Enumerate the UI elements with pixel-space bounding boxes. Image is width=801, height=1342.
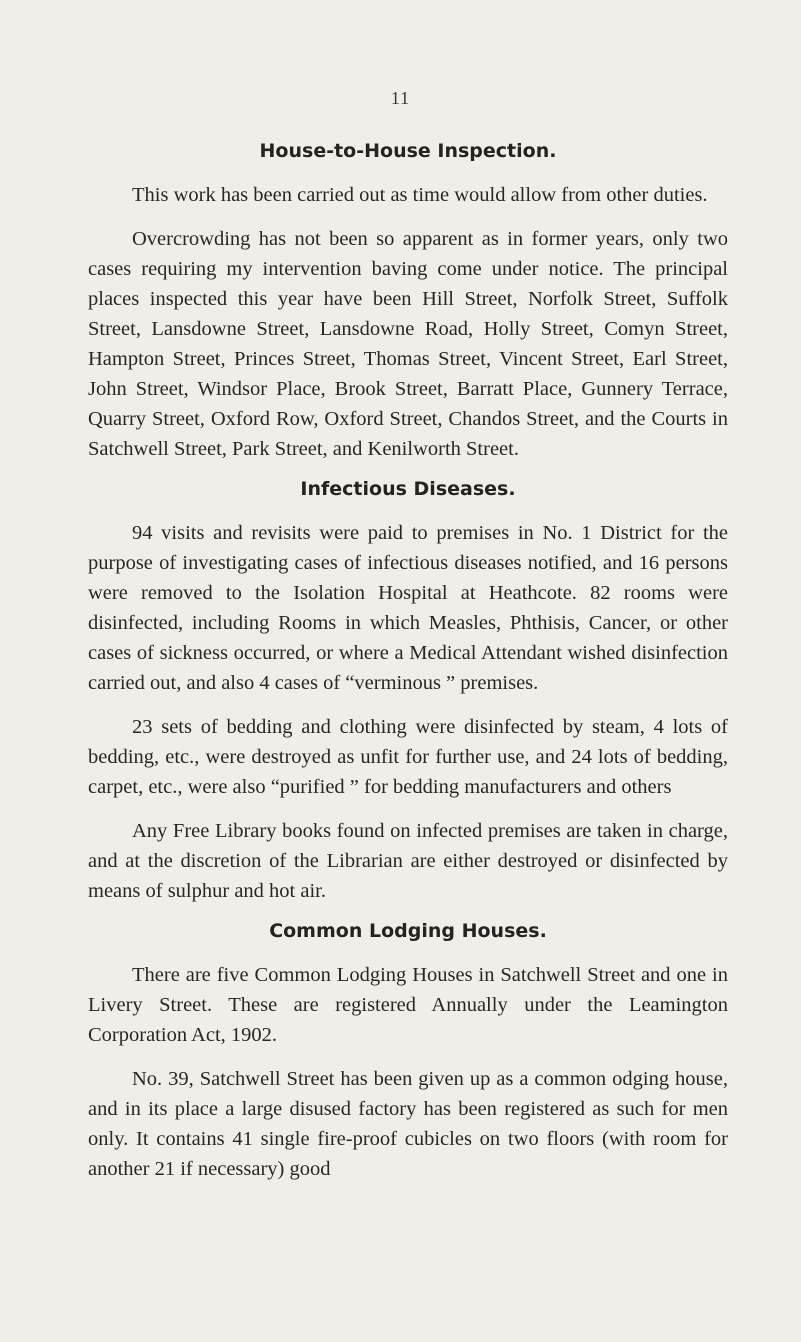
paragraph: Overcrowding has not been so apparent as in former years, only two cases requiring my intervention baving come under notice. The principal places inspected this year have been Hill Street, Norfolk Street, Suffolk Street, Lansdowne Street, Lansdowne Road, Holly Street, Comyn Street, Hampton Street, Princes Street, Thomas Street, Vincent Street, Earl Street, John Street, Windsor Place, Brook Street, Barratt Place, Gunnery Terrace, Quarry Street, Oxford Row, Oxford Street, Chandos Street, and the Courts in Satchwell Street, Park Street, and Kenilworth Street. [88,228,728,460]
paragraph: No. 39, Satchwell Street has been given up as a common odging house, and in its place a large disused factory has been registered as such for men only. It contains 41 single fire-proof cubicles on two floors (with room for another 21 if necessary) good [88,1068,728,1180]
page-body [88,140,728,1198]
section-heading-common-lodging-houses: Common Lodging Houses. [269,920,547,942]
paragraph: 23 sets of bedding and clothing were disinfected by steam, 4 lots of bedding, etc., were destroyed as unfit for further use, and 24 lots of bedding, carpet, etc., were also “purified ” for bedding manufacturers and others [88,716,728,798]
page-number: 11 [390,88,411,108]
section-heading-house-inspection: House-to-House Inspection. [259,140,557,162]
section-heading-infectious-diseases: Infectious Diseases. [300,478,516,500]
paragraph: 94 visits and revisits were paid to premises in No. 1 District for the purpose of investigating cases of infectious diseases notified, and 16 persons were removed to the Isolation Hospital at Heathcote. 82 rooms were disinfected, including Rooms in which Measles, Phthisis, Cancer, or other cases of sickness occurred, or where a Medical Attendant wished disinfection carried out, and also 4 cases of “verminous ” premises. [88,522,728,694]
paragraph: There are five Common Lodging Houses in Satchwell Street and one in Livery Street. These are registered Annually under the Leamington Corporation Act, 1902. [88,964,728,1046]
paragraph: This work has been carried out as time would allow from other duties. [132,184,708,206]
paragraph: Any Free Library books found on infected premises are taken in charge, and at the discretion of the Librarian are either destroyed or disinfected by means of sulphur and hot air. [88,820,728,902]
